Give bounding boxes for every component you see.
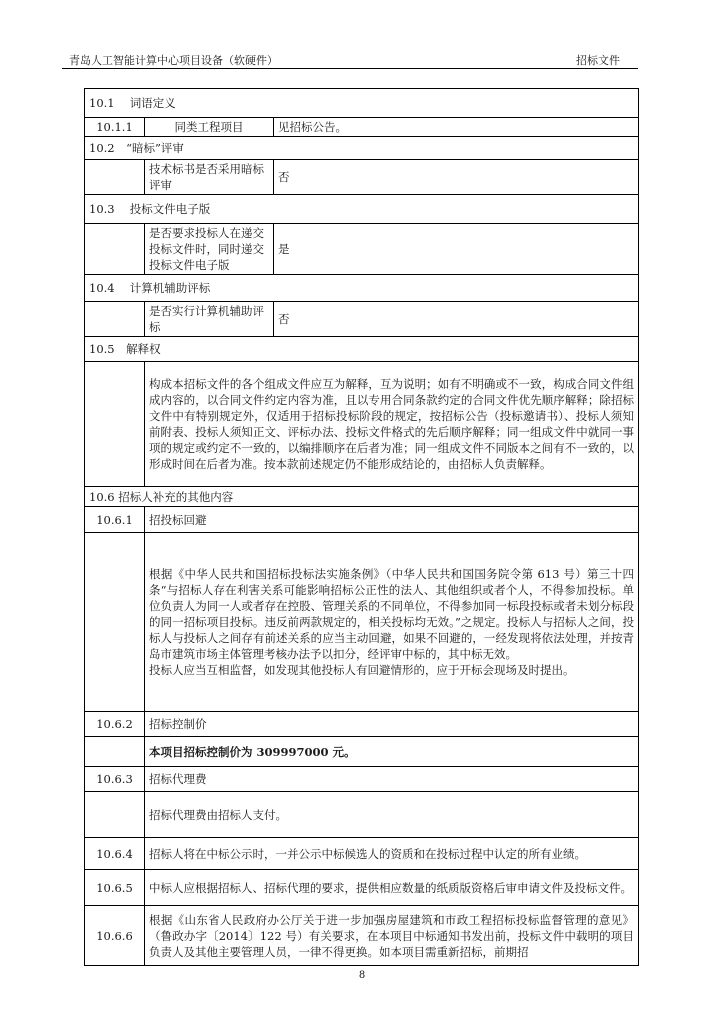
- table-row: [85, 792, 639, 838]
- item-title: 招标控制价: [145, 712, 639, 737]
- section-title: 10.3 投标文件电子版: [85, 195, 639, 224]
- item-label: 是否要求投标人在递交投标文件时，同时递交投标文件电子版: [145, 224, 274, 275]
- section-title: 10.2 “暗标”评审: [85, 137, 639, 160]
- item-number: 10.6.4: [85, 838, 145, 870]
- item-value: 否: [274, 302, 639, 337]
- item-label: 同类工程项目: [145, 118, 274, 137]
- item-label: 是否实行计算机辅助评标: [145, 302, 274, 337]
- empty-cell: [85, 224, 145, 275]
- table-row: [85, 160, 639, 195]
- section-title: 10.5 解释权: [85, 337, 639, 362]
- table-row: [85, 533, 639, 712]
- section-title: 10.1 词语定义: [85, 89, 639, 118]
- section-title: 10.6 招标人补充的其他内容: [85, 487, 639, 507]
- table-row: [85, 224, 639, 275]
- table-row: [85, 838, 639, 870]
- avoidance-text: 根据《中华人民共和国招标投标法实施条例》（中华人民共和国国务院令第 613 号）第三十四条“与招标人存在利害关系可能影响招标公正性的法人、其他组织或者个人，不得参加投标。单位负责人为同一人或者存在控股、管理关系的不同单位，不得参加同一标段投标或者未划分标段的同一招标项目投标。违反前两款规定的，相关投标均无效。”之规定。投标人与招标人之间，投标人与投标人之间存有前述关系的应当主动回避，如果不回避的，一经发现将依法处理，并按青岛市建筑市场主体管理考核办法予以扣分，经评审中标的，其中标无效。: [149, 567, 634, 661]
- table-row: [85, 362, 639, 487]
- table-row: [85, 118, 639, 137]
- item-number: 10.6.5: [85, 870, 145, 906]
- item-label: 技术标书是否采用暗标评审: [145, 160, 274, 195]
- item-title: 招标代理费: [145, 767, 639, 792]
- table-row: [85, 767, 639, 792]
- table-row: [85, 737, 639, 767]
- item-number: 10.1.1: [85, 118, 145, 137]
- item-number: 10.6.6: [85, 906, 145, 966]
- item-title: 招投标回避: [145, 507, 639, 533]
- section-10-4-row: [85, 275, 639, 302]
- header-doc-type: 招标文件: [576, 54, 620, 67]
- header-rule: [62, 68, 638, 69]
- empty-cell: [85, 160, 145, 195]
- bidder-instructions-table: [84, 88, 639, 966]
- control-price-text: 本项目招标控制价为 309997000 元。: [145, 737, 639, 767]
- table-row: [85, 712, 639, 737]
- empty-cell: [85, 792, 145, 838]
- page-number: 8: [358, 970, 366, 981]
- interpretation-text: 构成本招标文件的各个组成文件应互为解释，互为说明；如有不明确或不一致，构成合同文件组成内容的，以合同文件约定内容为准，且以专用合同条款约定的合同文件优先顺序解释；除招标文件中有特别规定外，仅适用于招标投标阶段的规定，按招标公告（投标邀请书）、投标人须知前附表、投标人须知正文、评标办法、投标文件格式的先后顺序解释；同一组成文件中就同一事项的规定或约定不一致的，以编排顺序在后者为准；同一组成文件不同版本之间有不一致的，以形成时间在后者为准。按本款前述规定仍不能形成结论的，由招标人负责解释。: [145, 362, 639, 487]
- table-row: [85, 302, 639, 337]
- item-number: 10.6.2: [85, 712, 145, 737]
- empty-cell: [85, 533, 145, 712]
- item-value: 是: [274, 224, 639, 275]
- item-value: 否: [274, 160, 639, 195]
- agency-fee-text: 招标代理费由招标人支付。: [145, 792, 639, 838]
- empty-cell: [85, 737, 145, 767]
- section-title: 10.4 计算机辅助评标: [85, 275, 639, 302]
- table-row: [85, 870, 639, 906]
- item-value: 见招标公告。: [274, 118, 639, 137]
- empty-cell: [85, 302, 145, 337]
- item-body: 根据《山东省人民政府办公厅关于进一步加强房屋建筑和市政工程招标投标监督管理的意见》（鲁政办字〔2014〕122 号）有关要求，在本项目中标通知书发出前，投标文件中载明的项目负责人及其他主要管理人员，一律不得更换。如本项目需重新招标，前期招: [145, 906, 639, 966]
- avoidance-text-2: 投标人应当互相监督，如发现其他投标人有回避情形的，应于开标会现场及时提出。: [149, 663, 575, 677]
- table-row: [85, 507, 639, 533]
- section-10-2-row: [85, 137, 639, 160]
- section-10-1-row: [85, 89, 639, 118]
- table-row: [85, 906, 639, 966]
- item-body: 中标人应根据招标人、招标代理的要求，提供相应数量的纸质版资格后审申请文件及投标文件。: [145, 870, 639, 906]
- empty-cell: [85, 362, 145, 487]
- header-project-title: 青岛人工智能计算中心项目设备（软硬件）: [69, 54, 278, 67]
- section-10-3-row: [85, 195, 639, 224]
- section-10-5-row: [85, 337, 639, 362]
- item-body: 招标人将在中标公示时，一并公示中标候选人的资质和在投标过程中认定的所有业绩。: [145, 838, 639, 870]
- item-number: 10.6.1: [85, 507, 145, 533]
- item-body: [145, 533, 639, 712]
- item-number: 10.6.3: [85, 767, 145, 792]
- section-10-6-row: [85, 487, 639, 507]
